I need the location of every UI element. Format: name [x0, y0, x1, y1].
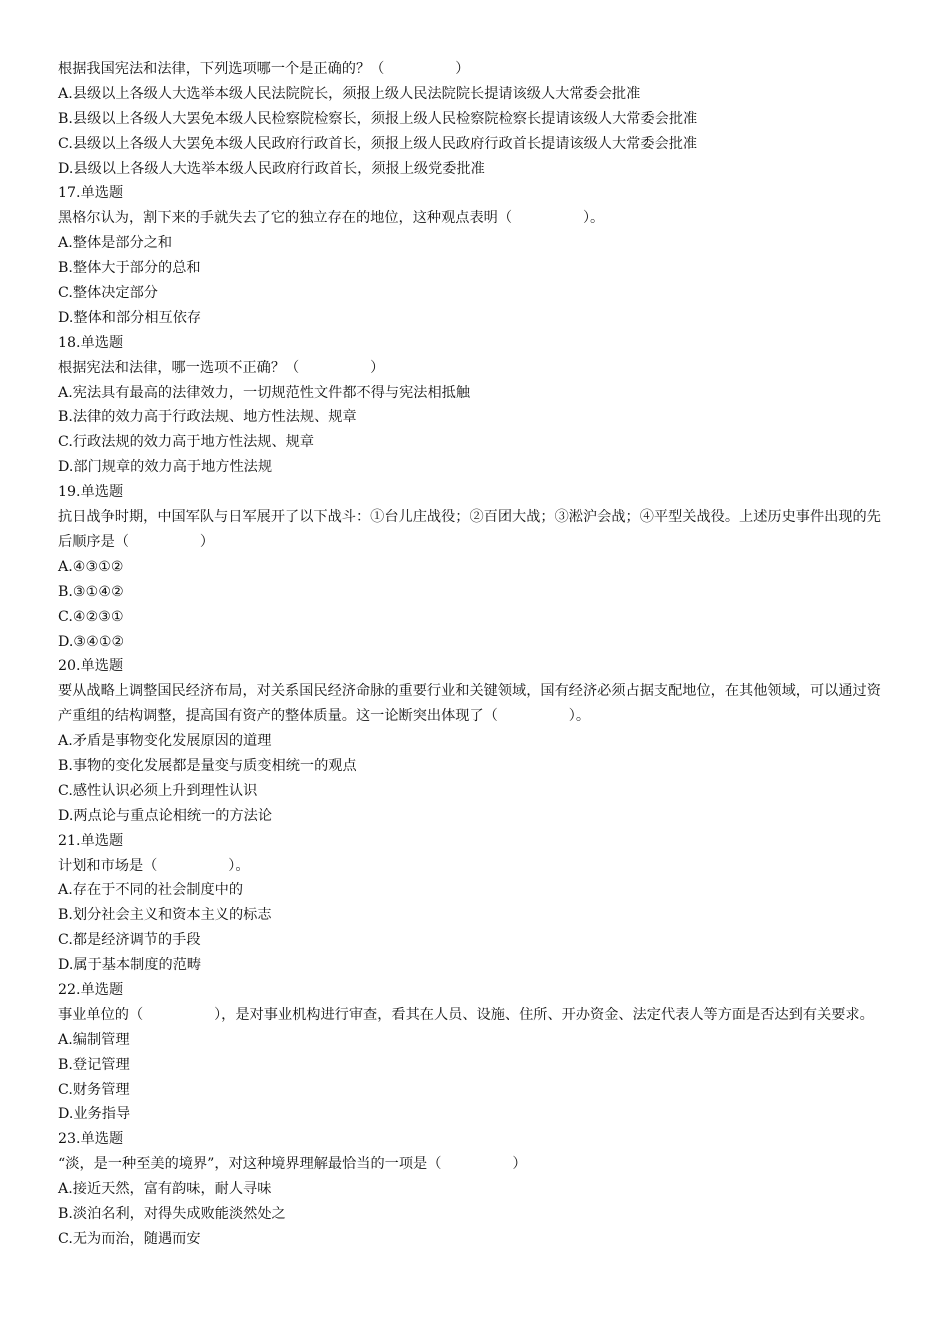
- question-16: [58, 57, 888, 181]
- question-stem: 要从战略上调整国民经济布局，对关系国民经济命脉的重要行业和关键领域，国有经济必须占据支配地位，在其他领域，可以通过资产重组的结构调整，提高国有资产的整体质量。这一论断突出体现了（ ）。: [58, 683, 881, 725]
- option-b: B.划分社会主义和资本主义的标志: [58, 907, 272, 924]
- option-c: C.都是经济调节的手段: [58, 932, 201, 949]
- option-b: B.淡泊名利，对得失成败能淡然处之: [58, 1206, 286, 1223]
- option-b: B.登记管理: [58, 1056, 130, 1073]
- option-a: A.编制管理: [58, 1031, 130, 1048]
- question-stem: 抗日战争时期，中国军队与日军展开了以下战斗：①台儿庄战役；②百团大战；③淞沪会战；④平型关战役。上述历史事件出现的先后顺序是（ ）: [58, 509, 881, 550]
- question-stem: “淡，是一种至美的境界”，对这种境界理解最恰当的一项是（ ）: [58, 1156, 527, 1173]
- option-a: A.整体是部分之和: [58, 235, 173, 252]
- question-23: [58, 1127, 888, 1251]
- question-header: 17.单选题: [58, 185, 124, 202]
- question-20: [58, 654, 888, 828]
- option-c: C.县级以上各级人大罢免本级人民政府行政首长，须报上级人民政府行政首长提请该级人大常委会批准: [58, 135, 698, 152]
- question-17: [58, 181, 888, 330]
- question-stem: 黑格尔认为，割下来的手就失去了它的独立存在的地位，这种观点表明（ ）。: [58, 210, 605, 227]
- option-b: B.③①④②: [58, 583, 124, 600]
- option-a: A.矛盾是事物变化发展原因的道理: [58, 733, 272, 750]
- question-stem: 事业单位的（ ），是对事业机构进行审查，看其在人员、设施、住所、开办资金、法定代表人等方面是否达到有关要求。: [58, 1006, 874, 1023]
- option-c: C.行政法规的效力高于地方性法规、规章: [58, 434, 315, 451]
- option-d: D.③④①②: [58, 633, 125, 650]
- question-21: [58, 829, 888, 978]
- option-b: B.法律的效力高于行政法规、地方性法规、规章: [58, 409, 357, 426]
- question-stem: 根据宪法和法律，哪一选项不正确？（ ）: [58, 359, 385, 376]
- exam-document: [58, 57, 888, 1252]
- option-c: C.④②③①: [58, 608, 124, 625]
- question-stem: 根据我国宪法和法律，下列选项哪一个是正确的？（ ）: [58, 61, 470, 77]
- option-b: B.整体大于部分的总和: [58, 260, 201, 277]
- option-a: A.存在于不同的社会制度中的: [58, 882, 244, 899]
- option-d: D.业务指导: [58, 1106, 131, 1123]
- option-d: D.两点论与重点论相统一的方法论: [58, 807, 273, 824]
- question-18: [58, 331, 888, 480]
- question-header: 18.单选题: [58, 334, 124, 351]
- question-header: 22.单选题: [58, 982, 124, 999]
- option-a: A.县级以上各级人大选举本级人民法院院长，须报上级人民法院院长提请该级人大常委会批准: [58, 85, 641, 102]
- option-d: D.部门规章的效力高于地方性法规: [58, 459, 273, 476]
- option-c: C.整体决定部分: [58, 285, 158, 302]
- option-d: D.整体和部分相互依存: [58, 309, 202, 326]
- option-a: A.接近天然，富有韵味，耐人寻味: [58, 1181, 272, 1198]
- question-header: 19.单选题: [58, 484, 124, 501]
- option-b: B.县级以上各级人大罢免本级人民检察院检察长，须报上级人民检察院检察长提请该级人大常委会批准: [58, 110, 698, 127]
- option-c: C.财务管理: [58, 1081, 130, 1098]
- question-19: [58, 480, 888, 654]
- option-d: D.县级以上各级人大选举本级人民政府行政首长，须报上级党委批准: [58, 160, 485, 177]
- option-c: C.感性认识必须上升到理性认识: [58, 782, 258, 799]
- question-header: 20.单选题: [58, 658, 124, 675]
- question-header: 21.单选题: [58, 832, 124, 849]
- option-c: C.无为而治，随遇而安: [58, 1230, 201, 1247]
- question-22: [58, 978, 888, 1127]
- question-stem: 计划和市场是（ ）。: [58, 857, 250, 874]
- option-a: A.宪法具有最高的法律效力，一切规范性文件都不得与宪法相抵触: [58, 384, 471, 401]
- question-header: 23.单选题: [58, 1131, 124, 1148]
- option-a: A.④③①②: [58, 558, 124, 575]
- option-d: D.属于基本制度的范畴: [58, 957, 202, 974]
- option-b: B.事物的变化发展都是量变与质变相统一的观点: [58, 758, 357, 774]
